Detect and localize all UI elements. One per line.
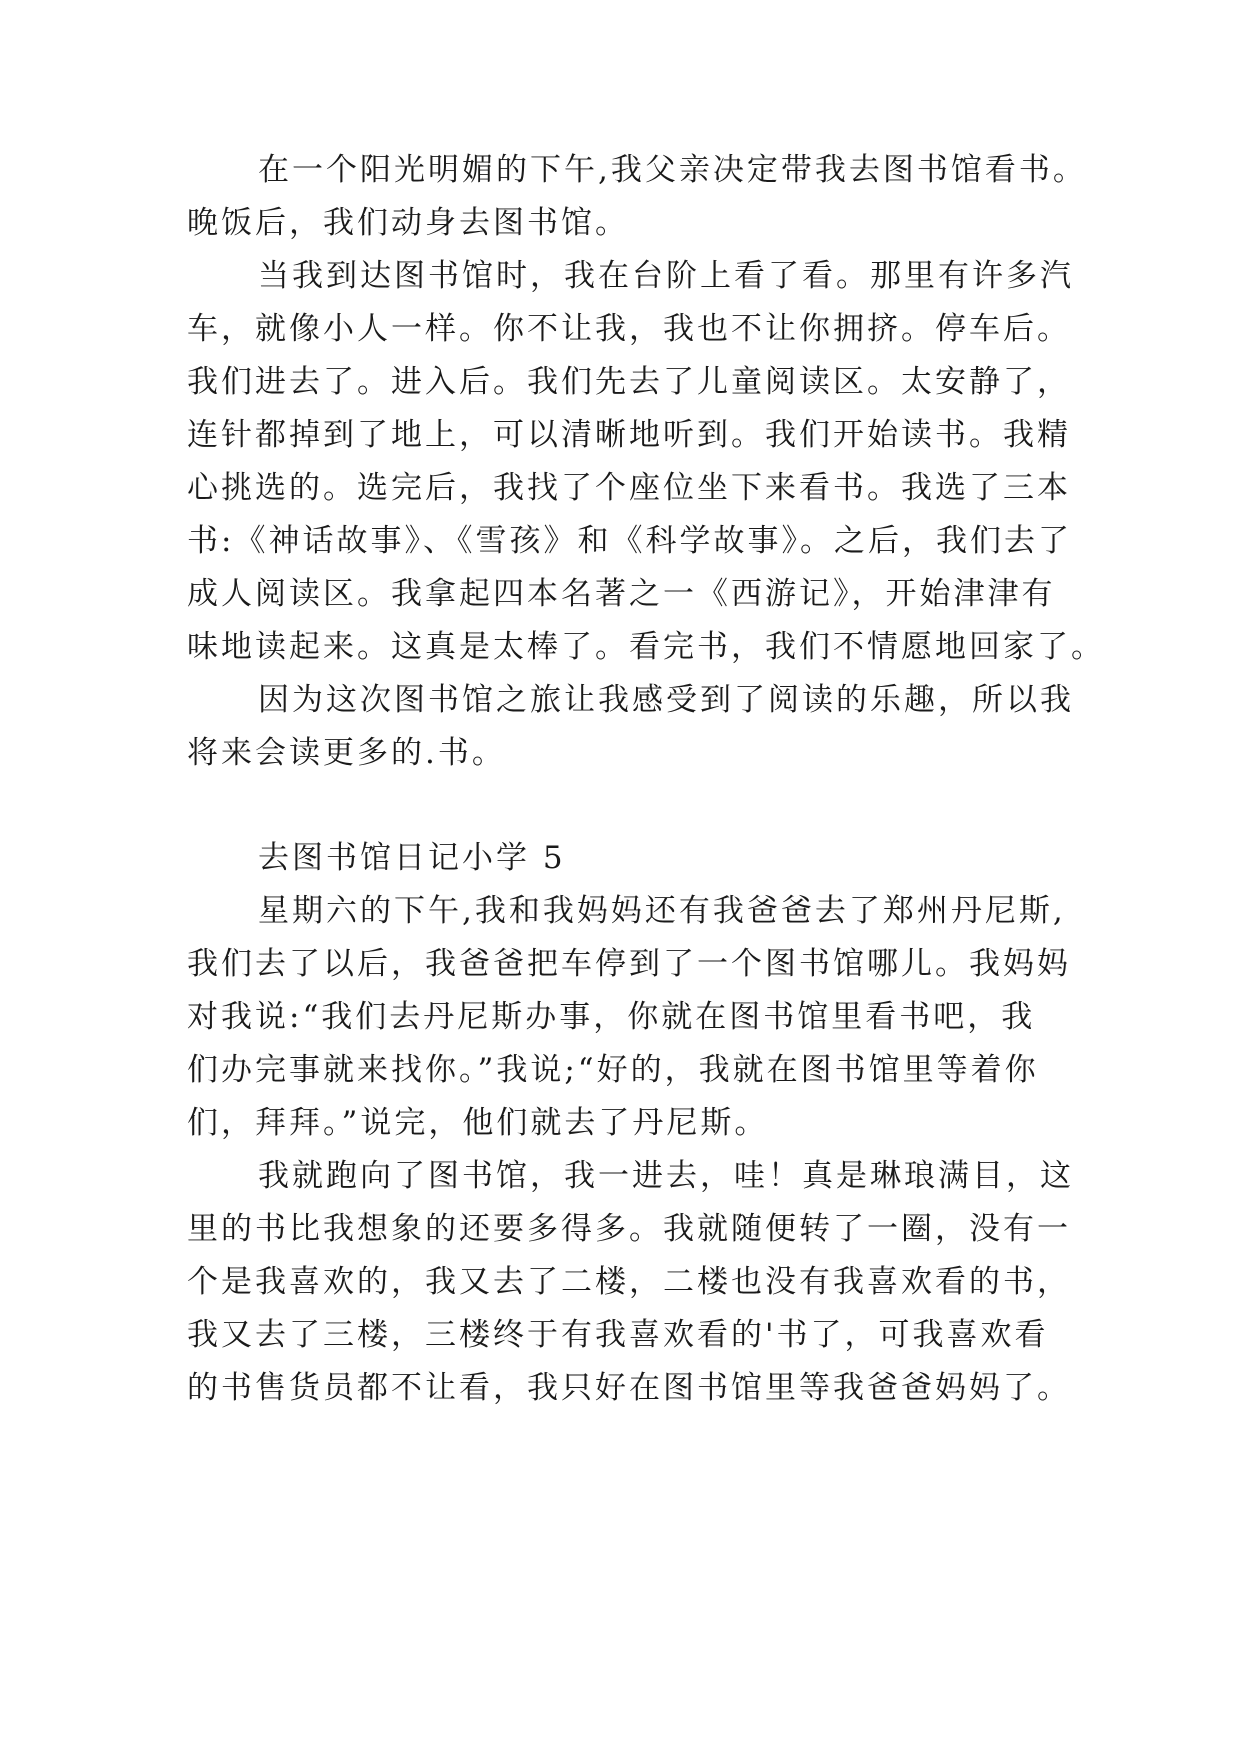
paragraph-line: 里的书比我想象的还要多得多。我就随便转了一圈，没有一 xyxy=(187,1211,1071,1247)
paragraph-line: 我们去了以后，我爸爸把车停到了一个图书馆哪儿。我妈妈 xyxy=(187,946,1071,982)
paragraph-line: 将来会读更多的.书。 xyxy=(187,735,506,771)
paragraph-line: 味地读起来。这真是太棒了。看完书，我们不情愿地回家了。 xyxy=(187,629,1105,665)
paragraph-line: 晚饭后，我们动身去图书馆。 xyxy=(187,205,629,241)
paragraph-line: 星期六的下午,我和我妈妈还有我爸爸去了郑州丹尼斯, xyxy=(258,893,1066,929)
paragraph-line: 当我到达图书馆时，我在台阶上看了看。那里有许多汽 xyxy=(258,258,1074,294)
paragraph-line: 个是我喜欢的，我又去了二楼，二楼也没有我喜欢看的书， xyxy=(187,1264,1071,1300)
paragraph-line: 心挑选的。选完后，我找了个座位坐下来看书。我选了三本 xyxy=(187,470,1071,506)
paragraph-line: 们，拜拜。”说完，他们就去了丹尼斯。 xyxy=(187,1105,769,1141)
paragraph-line: 们办完事就来找你。”我说;“好的，我就在图书馆里等着你 xyxy=(187,1052,1039,1088)
paragraph-line: 因为这次图书馆之旅让我感受到了阅读的乐趣，所以我 xyxy=(258,682,1074,718)
paragraph-line: 连针都掉到了地上，可以清晰地听到。我们开始读书。我精 xyxy=(187,417,1071,453)
paragraph-line: 我又去了三楼，三楼终于有我喜欢看的'书了，可我喜欢看 xyxy=(187,1317,1049,1353)
paragraph-line: 在一个阳光明媚的下午,我父亲决定带我去图书馆看书。 xyxy=(258,152,1087,188)
section-heading: 去图书馆日记小学 5 xyxy=(258,840,566,876)
paragraph-line: 我们进去了。进入后。我们先去了儿童阅读区。太安静了， xyxy=(187,364,1071,400)
paragraph-line: 我就跑向了图书馆，我一进去，哇！真是琳琅满目，这 xyxy=(258,1158,1074,1194)
paragraph-line: 的书售货员都不让看，我只好在图书馆里等我爸爸妈妈了。 xyxy=(187,1370,1071,1406)
paragraph-line: 车，就像小人一样。你不让我，我也不让你拥挤。停车后。 xyxy=(187,311,1071,347)
paragraph-line: 成人阅读区。我拿起四本名著之一《西游记》，开始津津有 xyxy=(187,576,1056,612)
paragraph-line: 书:《神话故事》、《雪孩》和《科学故事》。之后，我们去了 xyxy=(187,523,1072,559)
paragraph-line: 对我说:“我们去丹尼斯办事，你就在图书馆里看书吧，我 xyxy=(187,999,1036,1035)
